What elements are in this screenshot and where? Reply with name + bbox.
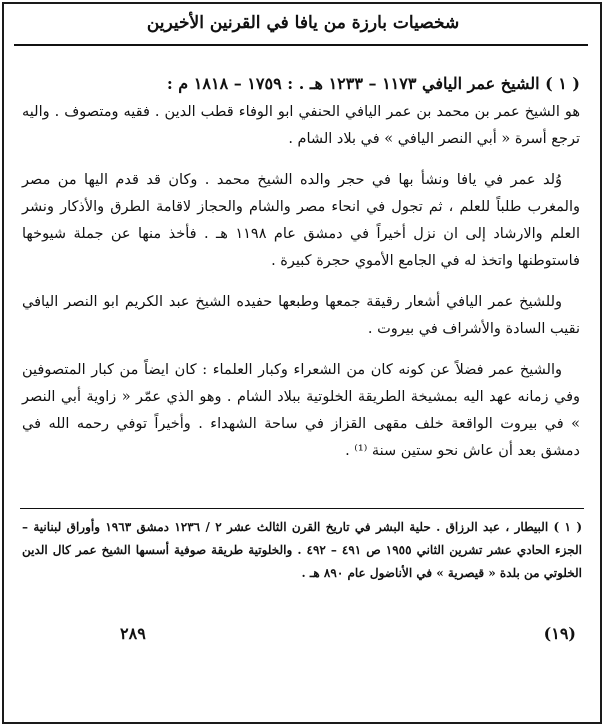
footnote-rule	[20, 508, 584, 509]
footnote: ( ١ ) البيطار ، عبد الرزاق . حلية البشر في تاريخ القرن الثالث عشر ٢ / ١٢٣٦ دمشق ١٩٦٣ وأوراق لبنانية – الجزء الحادي عشر تشرين الثاني ١٩٥٥ ص ٤٩١ – ٤٩٢ . والخلوتية طريقة صوفية أسسها الشيخ عمر كال الدين الخلوتي من بلدة « قيصرية » في الأناضول عام ٨٩٠ هـ .	[22, 520, 583, 580]
paragraph-poetry: وللشيخ عمر اليافي أشعار رقيقة جمعها وطبعها حفيده الشيخ عبد الكريم ابو النصر اليافي نقيب السادة والأشراف في بيروت .	[22, 294, 580, 337]
paragraph-intro: هو الشيخ عمر بن محمد بن عمر اليافي الحنفي ابو الوفاء قطب الدين . فقيه ومتصوف . واليه ترجع أسرة « أبي النصر اليافي » في بلاد الشام .	[22, 104, 580, 147]
page-number: ٢٨٩	[120, 624, 146, 643]
paragraph-biography: وُلد عمر في يافا ونشأ بها في حجر والده الشيخ محمد . وكان قد قدم اليها من مصر والمغرب طلباً للعلم ، ثم تجول في انحاء مصر والشام والحجاز لاقامة الطرق والأذكار ونشر العلم والارشاد إلى ان نزل أخيراً في دمشق عام ١١٩٨ هـ . فأخذ منها عن جملة شيوخها فاستوطنها واتخذ له في الجامع الأموي حجرة كبيرة .	[22, 172, 580, 269]
header-rule	[14, 44, 588, 46]
body-text	[22, 70, 580, 465]
signature-mark: (١٩)	[543, 624, 576, 643]
running-header: شخصيات بارزة من يافا في القرنين الأخيرين	[146, 13, 460, 33]
paragraph-sufism: والشيخ عمر فضلاً عن كونه كان من الشعراء وكبار العلماء : كان ايضاً من كبار المتصوفين وفي زمانه عهد اليه بمشيخة الطريقة الخلوتية ببلاد الشام . وهو الذي عمّر « زاوية أبي النصر » في بيروت الواقعة خلف مقهى القزاز في ساحة الشهداء . وأخيراً توفي رحمه الله في دمشق بعد أن عاش نحو ستين سنة ⁽¹⁾ .	[22, 362, 580, 459]
section-title: ( ١ ) الشيخ عمر اليافي ١١٧٣ – ١٢٣٣ هـ . : ١٧٥٩ – ١٨١٨ م :	[166, 74, 580, 93]
